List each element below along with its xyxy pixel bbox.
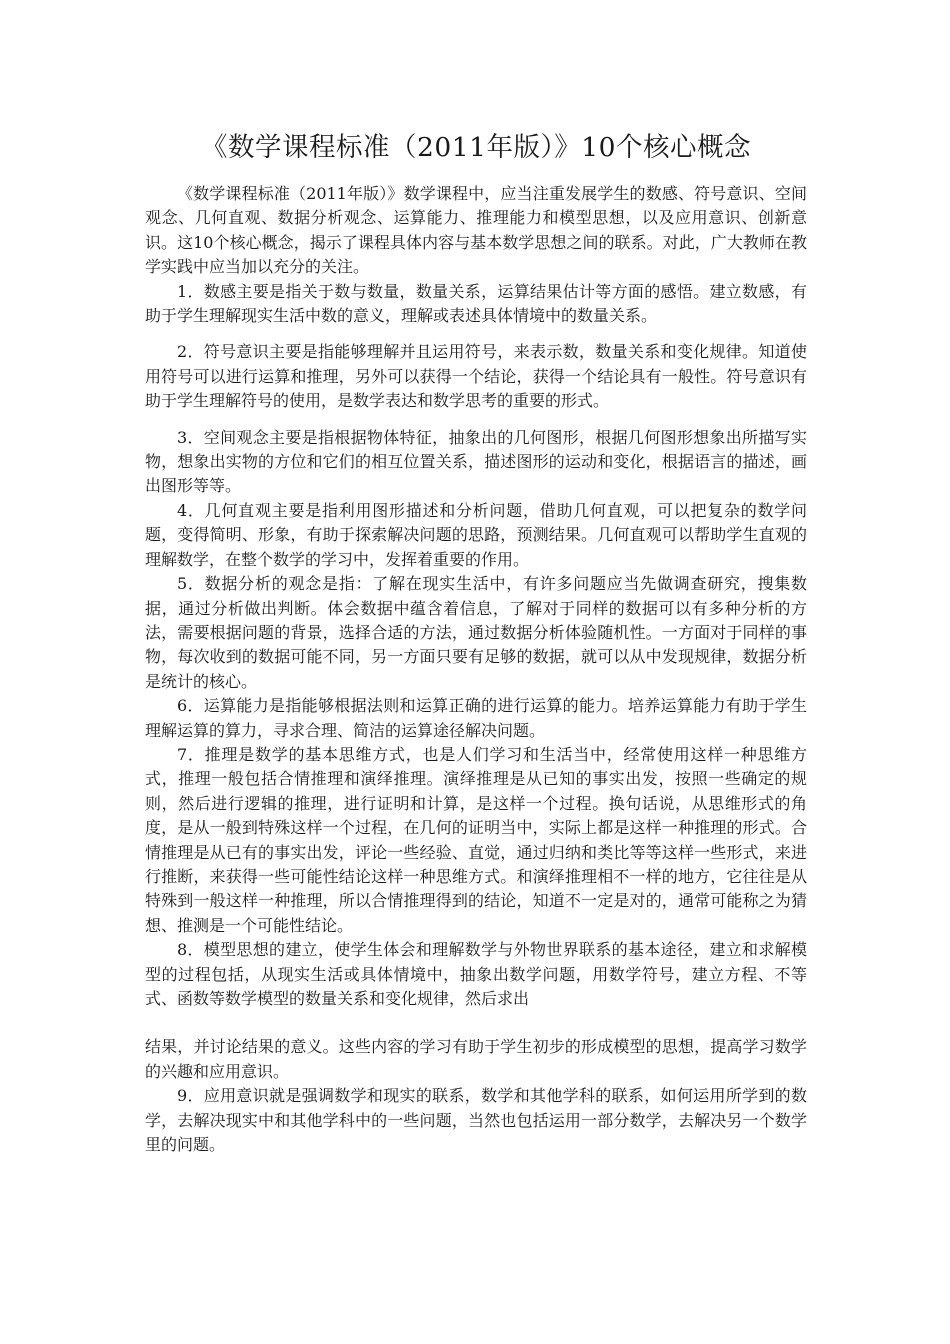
paragraph-application-awareness: 9．应用意识就是强调数学和现实的联系，数学和其他学科的联系，如何运用所学到的数学，去解决现实中和其他学科中的一些问题，当然也包括运用一部分数学，去解决另一个数学里的问题。 [145,1086,807,1155]
paragraph-symbol-awareness: 2．符号意识主要是指能够理解并且运用符号，来表示数，数量关系和变化规律。知道使用符号可以进行运算和推理，另外可以获得一个结论，获得一个结论具有一般性。符号意识有助于学生理解符号的使用，是数学表达和数学思考的重要的形式。 [145,342,807,411]
paragraph-computing-ability: 6．运算能力是指能够根据法则和运算正确的进行运算的能力。培养运算能力有助于学生理解运算的算力，寻求合理、简洁的运算途径解决问题。 [145,696,807,740]
paragraph-geometric-intuition: 4．几何直观主要是指利用图形描述和分析问题，借助几何直观，可以把复杂的数学问题，变得简明、形象，有助于探索解决问题的思路，预测结果。几何直观可以帮助学生直观的理解数学，在整个数学的学习中，发挥着重要的作用。 [145,500,807,569]
paragraph-modeling: 8．模型思想的建立，使学生体会和理解数学与外物世界联系的基本途径，建立和求解模型的过程包括，从现实生活或具体情境中，抽象出数学问题，用数学符号，建立方程、不等式、函数等数学模型的数量关系和变化规律，然后求出 [145,940,807,1008]
document-title: 《数学课程标准（2011年版）》10个核心概念 [201,132,751,163]
paragraph-modeling-continued: 结果，并讨论结果的意义。这些内容的学习有助于学生初步的形成模型的思想，提高学习数学的兴趣和应用意识。 [145,1037,807,1081]
paragraph-data-analysis: 5．数据分析的观念是指：了解在现实生活中，有许多问题应当先做调查研究，搜集数据，通过分析做出判断。体会数据中蕴含着信息，了解对于同样的数据可以有多种分析的方法，需要根据问题的背景，选择合适的方法，通过数据分析体验随机性。一方面对于同样的事物，每次收到的数据可能不同，另一方面只要有足够的数据，就可以从中发现规律，数据分析是统计的核心。 [145,574,807,691]
paragraph-number-sense: 1．数感主要是指关于数与数量，数量关系，运算结果估计等方面的感悟。建立数感，有助于学生理解现实生活中数的意义，理解或表述具体情境中的数量关系。 [145,281,807,326]
paragraph-spatial-concept: 3．空间观念主要是指根据物体特征，抽象出的几何图形，根据几何图形想象出所描写实物，想象出实物的方位和它们的相互位置关系，描述图形的运动和变化，根据语言的描述，画出图形等等。 [145,427,807,496]
document-page [145,128,807,1157]
intro-paragraph: 《数学课程标准（2011年版）》数学课程中，应当注重发展学生的数感、符号意识、空间观念、几何直观、数据分析观念、运算能力、推理能力和模型思想，以及应用意识、创新意识。这10个核心概念，揭示了课程具体内容与基本数学思想之间的联系。对此，广大教师在教学实践中应当加以充分的关注。 [145,184,807,277]
paragraph-reasoning: 7．推理是数学的基本思维方式，也是人们学习和生活当中，经常使用这样一种思维方式，推理一般包括合情推理和演绎推理。演绎推理是从已知的事实出发，按照一些确定的规则，然后进行逻辑的推理，进行证明和计算，是这样一个过程。换句话说，从思维形式的角度，是从一般到特殊这样一个过程，在几何的证明当中，实际上都是这样一种推理的形式。合情推理是从已有的事实出发，评论一些经验、直觉，通过归纳和类比等等这样一些形式，来进行推断，来获得一些可能性结论这样一种思维方式。和演绎推理相不一样的地方，它往往是从特殊到一般这样一种推理，所以合情推理得到的结论，知道不一定是对的，通常可能称之为猜想、推测是一个可能性结论。 [145,744,807,935]
